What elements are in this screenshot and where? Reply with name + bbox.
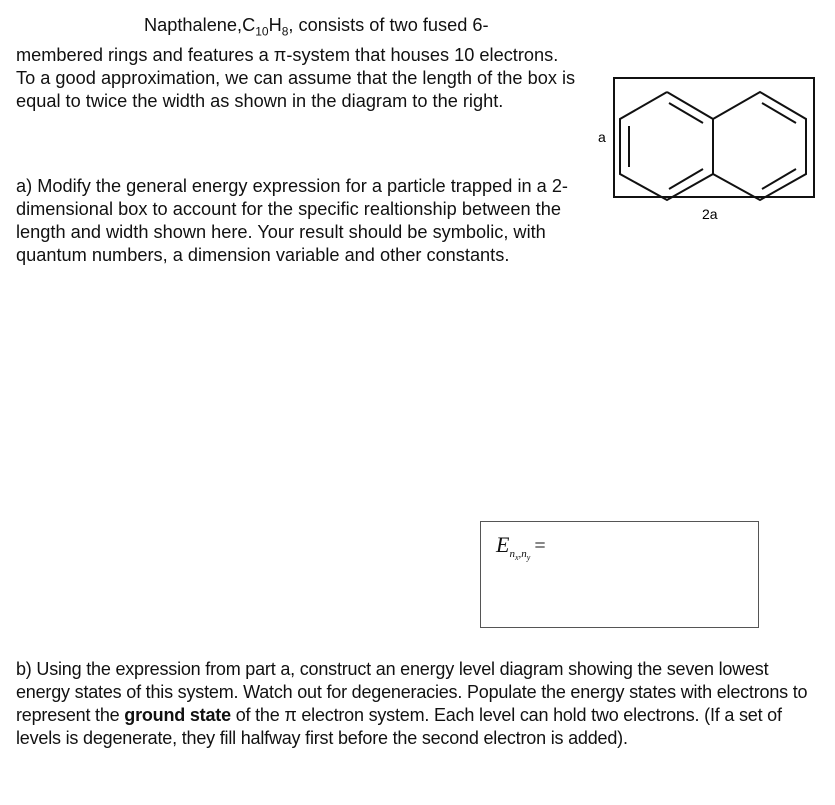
subscript-n1: n xyxy=(509,548,515,561)
intro-text-start: Napthalene,C xyxy=(144,15,256,35)
subscript-n2: n xyxy=(521,548,527,561)
part-b-text-end: of the π electron system. Each level can hold two electrons. (If a set of levels is degenerate, they fill halfway first before the second electron is added). xyxy=(16,705,782,748)
part-b-text-start: b) Using the expression from part a, construct an energy level diagram showing the seven lowest energy states of this system. Watch out for degeneracies. Populate the energy states with electrons to represent the xyxy=(16,659,808,725)
equals-sign: = xyxy=(534,535,546,557)
answer-box[interactable] xyxy=(480,521,759,628)
ground-state-emphasis: ground state xyxy=(124,705,231,725)
intro-first-line xyxy=(16,14,576,44)
intro-text-line1-end: , consists of two fused 6- xyxy=(288,15,489,35)
intro-paragraph xyxy=(16,14,576,113)
intro-text-rest: membered rings and features a π-system that houses 10 electrons. To a good approximation, we can assume that the length of the box is equal to twice the width as shown in the diagram to the right. xyxy=(16,44,576,111)
subscript-x: x xyxy=(514,553,519,563)
hydrogen-subscript: 8 xyxy=(281,24,289,39)
naphthalene-box-diagram xyxy=(585,68,825,228)
part-b-question xyxy=(16,658,826,750)
height-label: a xyxy=(598,129,606,145)
subscript-y: y xyxy=(526,553,531,563)
part-a-question: a) Modify the general energy expression for a particle trapped in a 2-dimensional box to account for the specific realtionship between the length and width shown here. Your result should be symbolic, with quantum numbers, a dimension variable and other constants. xyxy=(16,176,568,265)
hydrogen-symbol: H xyxy=(268,15,282,35)
energy-symbol: E xyxy=(496,532,510,557)
energy-expression xyxy=(496,532,546,563)
carbon-subscript: 10 xyxy=(255,24,269,39)
naphthalene-structure-icon xyxy=(620,92,806,200)
subscript-separator: , xyxy=(518,548,522,561)
width-label: 2a xyxy=(702,206,718,222)
